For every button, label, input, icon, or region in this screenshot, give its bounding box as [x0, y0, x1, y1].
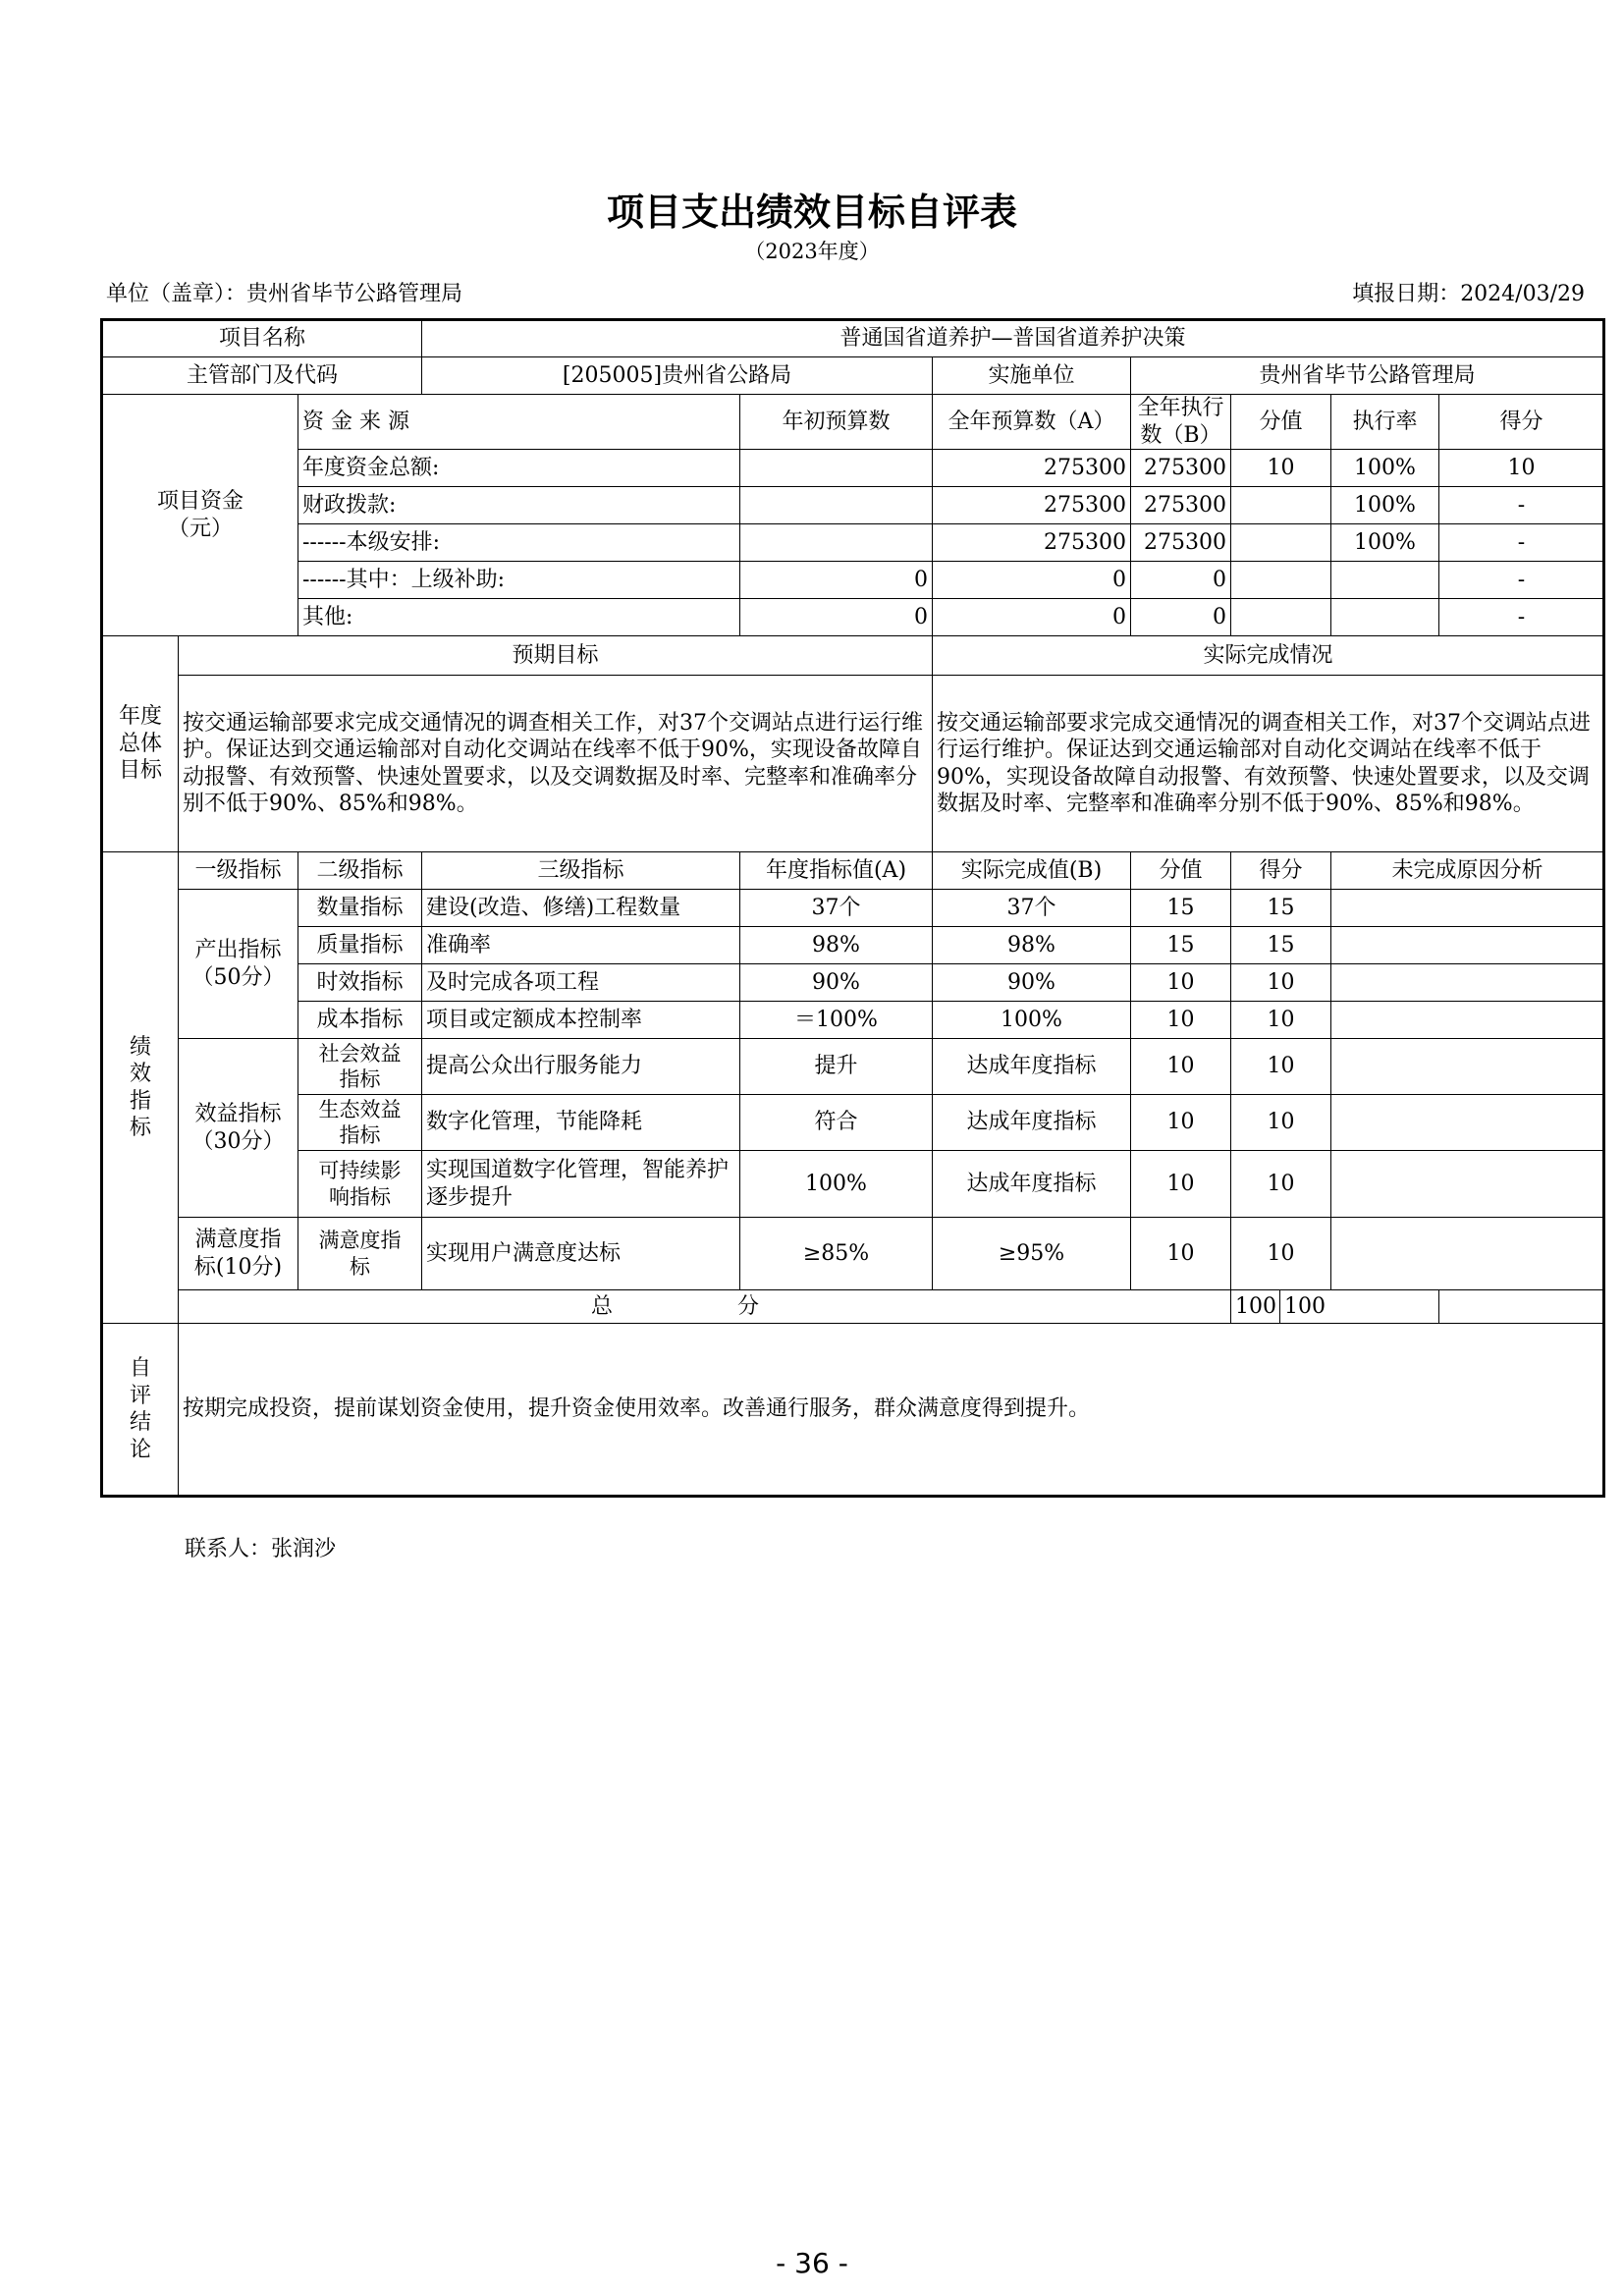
- ind-reason: [1331, 1218, 1604, 1290]
- funds-source: 其他:: [298, 599, 740, 636]
- ind-level2: 生态效益 指标: [298, 1095, 422, 1151]
- ind-weight: 15: [1131, 890, 1231, 927]
- funds-header-initial: 年初预算数: [740, 395, 933, 450]
- indicator-row: [102, 1039, 1604, 1095]
- funds-weight: 10: [1231, 450, 1331, 487]
- funds-row: [102, 562, 1604, 599]
- dept-row: [102, 357, 1604, 395]
- evaluation-table: [100, 318, 1605, 1498]
- project-name-value: 普通国省道养护—普国省道养护决策: [422, 320, 1604, 357]
- funds-initial: 0: [740, 599, 933, 636]
- total-score: 100: [1280, 1290, 1439, 1324]
- ind-actual: 90%: [933, 964, 1131, 1002]
- funds-weight: [1231, 599, 1331, 636]
- indicator-row: [102, 1151, 1604, 1218]
- ind-actual: 37个: [933, 890, 1131, 927]
- goals-content-row: [102, 676, 1604, 852]
- ind-score: 10: [1231, 1002, 1331, 1039]
- unit-label: 单位（盖章）：贵州省毕节公路管理局: [106, 282, 463, 306]
- ind-level2: 质量指标: [298, 927, 422, 964]
- ind-header-weight: 分值: [1131, 852, 1231, 890]
- ind-actual: 100%: [933, 1002, 1131, 1039]
- ind-level3: 及时完成各项工程: [422, 964, 740, 1002]
- ind-level1: 产出指标 （50分）: [179, 890, 298, 1039]
- funds-source: ------其中：上级补助:: [298, 562, 740, 599]
- ind-level3: 提高公众出行服务能力: [422, 1039, 740, 1095]
- ind-reason: [1331, 927, 1604, 964]
- funds-header-score: 得分: [1439, 395, 1604, 450]
- funds-score: -: [1439, 562, 1604, 599]
- funds-score: -: [1439, 524, 1604, 562]
- ind-score: 10: [1231, 1039, 1331, 1095]
- indicator-row: [102, 1218, 1604, 1290]
- conclusion-row: [102, 1324, 1604, 1497]
- ind-level2: 时效指标: [298, 964, 422, 1002]
- ind-header-reason: 未完成原因分析: [1331, 852, 1604, 890]
- funds-source: 财政拨款:: [298, 487, 740, 524]
- funds-header-exec: 全年执行数（B）: [1131, 395, 1231, 450]
- ind-header-score: 得分: [1231, 852, 1331, 890]
- ind-score: 15: [1231, 927, 1331, 964]
- funds-label: 项目资金 （元）: [102, 395, 298, 636]
- ind-actual: 达成年度指标: [933, 1095, 1131, 1151]
- ind-header-actual: 实际完成值(B): [933, 852, 1131, 890]
- ind-level1: 效益指标 （30分）: [179, 1039, 298, 1218]
- ind-weight: 10: [1131, 1039, 1231, 1095]
- funds-exec: 275300: [1131, 487, 1231, 524]
- funds-weight: [1231, 562, 1331, 599]
- impl-label: 实施单位: [933, 357, 1131, 395]
- indicator-row: [102, 927, 1604, 964]
- conclusion-label: 自 评 结 论: [102, 1324, 179, 1497]
- funds-rate: 100%: [1331, 524, 1439, 562]
- contact-person: 联系人：张润沙: [185, 1537, 337, 1561]
- funds-source: 年度资金总额:: [298, 450, 740, 487]
- funds-budget: 0: [933, 562, 1131, 599]
- funds-rate: [1331, 599, 1439, 636]
- ind-reason: [1331, 890, 1604, 927]
- indicators-label: 绩 效 指 标: [102, 852, 179, 1324]
- total-row: [102, 1290, 1604, 1324]
- funds-budget: 275300: [933, 450, 1131, 487]
- project-name-row: [102, 320, 1604, 357]
- funds-header-row: [102, 395, 1604, 450]
- indicator-row: [102, 1002, 1604, 1039]
- indicator-row: [102, 964, 1604, 1002]
- ind-level2: 数量指标: [298, 890, 422, 927]
- expected-goal-label: 预期目标: [179, 636, 933, 676]
- actual-result-label: 实际完成情况: [933, 636, 1604, 676]
- ind-actual: 达成年度指标: [933, 1151, 1131, 1218]
- ind-level2: 满意度指 标: [298, 1218, 422, 1290]
- impl-value: 贵州省毕节公路管理局: [1131, 357, 1604, 395]
- funds-header-budget: 全年预算数（A）: [933, 395, 1131, 450]
- ind-level3: 项目或定额成本控制率: [422, 1002, 740, 1039]
- indicator-row: [102, 1095, 1604, 1151]
- ind-score: 15: [1231, 890, 1331, 927]
- ind-target: 37个: [740, 890, 933, 927]
- funds-initial: [740, 450, 933, 487]
- ind-weight: 10: [1131, 1095, 1231, 1151]
- ind-reason: [1331, 1151, 1604, 1218]
- funds-row: [102, 487, 1604, 524]
- ind-actual: ≥95%: [933, 1218, 1131, 1290]
- ind-weight: 10: [1131, 964, 1231, 1002]
- funds-score: -: [1439, 599, 1604, 636]
- ind-target: 90%: [740, 964, 933, 1002]
- ind-score: 10: [1231, 964, 1331, 1002]
- ind-score: 10: [1231, 1218, 1331, 1290]
- funds-score: 10: [1439, 450, 1604, 487]
- funds-source: ------本级安排:: [298, 524, 740, 562]
- ind-reason: [1331, 1002, 1604, 1039]
- ind-header-level1: 一级指标: [179, 852, 298, 890]
- ind-target: 98%: [740, 927, 933, 964]
- ind-target: 符合: [740, 1095, 933, 1151]
- ind-level1: 满意度指 标(10分): [179, 1218, 298, 1290]
- funds-score: -: [1439, 487, 1604, 524]
- ind-target: ≥85%: [740, 1218, 933, 1290]
- ind-level2: 成本指标: [298, 1002, 422, 1039]
- funds-exec: 275300: [1131, 450, 1231, 487]
- indicators-header-row: [102, 852, 1604, 890]
- funds-initial: 0: [740, 562, 933, 599]
- goals-header-row: [102, 636, 1604, 676]
- ind-weight: 10: [1131, 1218, 1231, 1290]
- actual-result-text: 按交通运输部要求完成交通情况的调查相关工作，对37个交调站点进行运行维护。保证达到交通运输部对自动化交调站在线率不低于90%，实现设备故障自动报警、有效预警、快速处置要求，以及交调数据及时率、完整率和准确率分别不低于90%、85%和98%。: [933, 676, 1604, 852]
- funds-row: [102, 450, 1604, 487]
- ind-level3: 建设(改造、修缮)工程数量: [422, 890, 740, 927]
- funds-exec: 0: [1131, 562, 1231, 599]
- ind-header-target: 年度指标值(A): [740, 852, 933, 890]
- fill-date: 填报日期：2024/03/29: [1352, 282, 1585, 306]
- funds-header-weight: 分值: [1231, 395, 1331, 450]
- funds-budget: 0: [933, 599, 1131, 636]
- ind-target: ＝100%: [740, 1002, 933, 1039]
- ind-weight: 15: [1131, 927, 1231, 964]
- ind-score: 10: [1231, 1095, 1331, 1151]
- ind-level2: 社会效益 指标: [298, 1039, 422, 1095]
- ind-reason: [1331, 1039, 1604, 1095]
- ind-reason: [1331, 964, 1604, 1002]
- funds-rate: 100%: [1331, 487, 1439, 524]
- funds-budget: 275300: [933, 487, 1131, 524]
- funds-row: [102, 599, 1604, 636]
- funds-weight: [1231, 487, 1331, 524]
- funds-initial: [740, 487, 933, 524]
- funds-initial: [740, 524, 933, 562]
- ind-target: 提升: [740, 1039, 933, 1095]
- ind-level3: 数字化管理，节能降耗: [422, 1095, 740, 1151]
- dept-value: [205005]贵州省公路局: [422, 357, 933, 395]
- ind-level3: 准确率: [422, 927, 740, 964]
- ind-score: 10: [1231, 1151, 1331, 1218]
- expected-goal-text: 按交通运输部要求完成交通情况的调查相关工作，对37个交调站点进行运行维护。保证达到交通运输部对自动化交调站在线率不低于90%，实现设备故障自动报警、有效预警、快速处置要求，以及交调数据及时率、完整率和准确率分别不低于90%、85%和98%。: [179, 676, 933, 852]
- ind-level2: 可持续影 响指标: [298, 1151, 422, 1218]
- ind-weight: 10: [1131, 1151, 1231, 1218]
- page-number: - 36 -: [776, 2247, 848, 2279]
- funds-exec: 0: [1131, 599, 1231, 636]
- page-title: 项目支出绩效目标自评表: [606, 191, 1017, 234]
- page-subtitle: （2023年度）: [744, 240, 880, 263]
- total-label: 总 分: [179, 1290, 1231, 1324]
- ind-header-level2: 二级指标: [298, 852, 422, 890]
- ind-actual: 达成年度指标: [933, 1039, 1131, 1095]
- ind-reason: [1331, 1095, 1604, 1151]
- indicator-row: [102, 890, 1604, 927]
- total-weight: 100: [1231, 1290, 1280, 1324]
- funds-weight: [1231, 524, 1331, 562]
- dept-label: 主管部门及代码: [102, 357, 422, 395]
- funds-exec: 275300: [1131, 524, 1231, 562]
- funds-rate: [1331, 562, 1439, 599]
- total-reason: [1439, 1290, 1604, 1324]
- ind-target: 100%: [740, 1151, 933, 1218]
- funds-row: [102, 524, 1604, 562]
- funds-header-source: 资 金 来 源: [298, 395, 740, 450]
- funds-header-rate: 执行率: [1331, 395, 1439, 450]
- ind-actual: 98%: [933, 927, 1131, 964]
- ind-level3: 实现用户满意度达标: [422, 1218, 740, 1290]
- ind-level3: 实现国道数字化管理，智能养护逐步提升: [422, 1151, 740, 1218]
- ind-weight: 10: [1131, 1002, 1231, 1039]
- funds-rate: 100%: [1331, 450, 1439, 487]
- ind-header-level3: 三级指标: [422, 852, 740, 890]
- project-name-label: 项目名称: [102, 320, 422, 357]
- funds-budget: 275300: [933, 524, 1131, 562]
- conclusion-text: 按期完成投资，提前谋划资金使用，提升资金使用效率。改善通行服务，群众满意度得到提升。: [179, 1324, 1604, 1497]
- goals-label: 年度 总体 目标: [102, 636, 179, 852]
